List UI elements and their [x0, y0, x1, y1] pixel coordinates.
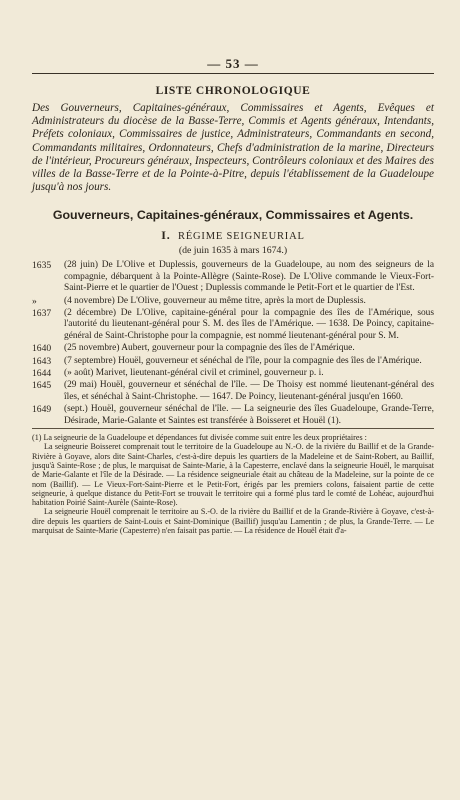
entry-year: 1645: [32, 380, 52, 392]
footnote-paragraph: La seigneurie Boisseret comprenait tout le territoire de la Guadeloupe au N.-O. de la rivière du Baillif et de la Grande-Rivière à Goyave, alors dite Saint-Charles, c'est-à-dire depuis les quartiers de la Madeleine et de Saint-Robert, au Baillif, jusqu'à Sainte-Rose ; de plus, le marquisat de Sainte-Marie, à la Capesterre, enclavé dans la seigneurie Houël, le marquisat de Marie-Galante et l'île de la Désirade. — La résidence seigneuriale était au château de la Madeleine, sur la pointe de ce nom (Baillif). — Le Vieux-Fort-Saint-Pierre et le Petit-Fort, érigés par les premiers colons, faisaient partie de cette seigneurie, à quelque distance du Petit-Fort se trouvait le territoire qui a formé plus tard le comté de Lohéac, aujourd'hui habitation Poirié Saint-Aurèle (Sainte-Rose).: [32, 442, 434, 508]
regime-dates: (de juin 1635 à mars 1674.): [178, 245, 288, 257]
entry-text: (» août) Marivet, lieutenant-général civil et criminel, gouverneur p. i.: [64, 368, 324, 379]
entry-text: (28 juin) De L'Olive et Duplessis, gouverneurs de la Guadeloupe, au nom des seigneurs de la compagnie, débarquent à la Pointe-Allègre (Sainte-Rose). De L'Olive commande le Vieux-Fort-Saint-Pierre et le quartier de l'Ouest ; Duplessis commande le Petit-Fort et le quartier de l'Est.: [64, 260, 434, 294]
entry-year: 1643: [32, 355, 52, 367]
chronology-entry: [32, 404, 434, 427]
entry-text: (4 novembre) De L'Olive, gouverneur au même titre, après la mort de Duplessis.: [64, 295, 366, 306]
footnote-paragraph: (1) La seigneurie de la Guadeloupe et dépendances fut divisée comme suit entre les deux propriétaires :: [32, 433, 367, 443]
entry-text: (7 septembre) Houël, gouverneur et sénéchal de l'île, pour la compagnie des îles de l'Amérique.: [64, 355, 422, 366]
entry-year: »: [32, 295, 37, 307]
entry-text: (25 novembre) Aubert, gouverneur pour la compagnie des îles de l'Amérique.: [64, 343, 355, 354]
chronology-entry: [32, 368, 434, 379]
entry-text: (2 décembre) De L'Olive, capitaine-général pour la compagnie des îles de l'Amérique, sous l'autorité du lieutenant-général pour S. M. des îles de l'Amérique. — 1638. De Poincy, capitaine-général de Saint-Christophe pour la compagnie, est nommé lieutenant-général pour S. M.: [64, 308, 434, 341]
section-heading: Gouverneurs, Capitaines-généraux, Commissaires et Agents.: [52, 208, 414, 223]
regime-title: [32, 228, 434, 243]
chronology-entry: [32, 356, 434, 367]
entry-year: 1637: [32, 308, 52, 320]
chronology-entry: [32, 343, 434, 354]
chronology-entry: [32, 380, 434, 403]
regime-label: RÉGIME SEIGNEURIAL: [178, 231, 305, 243]
entry-year: 1635: [32, 260, 52, 272]
intro-paragraph: Des Gouverneurs, Capitaines-généraux, Commissaires et Agents, Evêques et Administrateurs du diocèse de la Basse-Terre, Commis et Agents généraux, Intendants, Préfets coloniaux, Commissaires de justice, Administrateurs, Commandants en second, Commandants militaires, Ordonnateurs, Chefs d'administration de la marine, Directeurs de l'intérieur, Procureurs généraux, Inspecteurs, Contrôleurs coloniaux et des Maires des villes de la Basse-Terre et de la Pointe-à-Pitre, depuis l'établissement de la Guadeloupe jusqu'à nos jours.: [32, 102, 434, 194]
page-number: — 53 —: [207, 56, 259, 71]
footnote-rule: [32, 428, 434, 429]
chronology-entry: [32, 308, 434, 342]
entry-year: 1644: [32, 368, 52, 380]
chronology-entries: [32, 260, 434, 427]
entry-year: 1640: [32, 343, 52, 355]
entry-text: (29 mai) Houël, gouverneur et sénéchal de l'île. — De Thoisy est nommé lieutenant-général des îles, et sénéchal à Saint-Christophe. — 1647. De Poincy, lieutenant-général jusqu'en 1660.: [64, 380, 434, 402]
list-title: LISTE CHRONOLOGIQUE: [155, 85, 311, 97]
regime-number: I.: [161, 228, 171, 243]
header-rule: [32, 73, 434, 74]
entry-year: 1649: [32, 404, 52, 416]
chronology-entry: [32, 296, 434, 307]
chronology-entry: [32, 260, 434, 294]
entry-text: (sept.) Houël, gouverneur sénéchal de l'île. — La seigneurie des îles Guadeloupe, Grande-Terre, Désirade, Marie-Galante et Saintes est transférée à Boisseret et Houël (1).: [64, 404, 434, 426]
footnotes: [32, 433, 434, 535]
footnote-paragraph: La seigneurie Houël comprenait le territoire au S.-O. de la rivière du Baillif et de la Grande-Rivière à Goyave, c'est-à-dire depuis les quartiers de Saint-Louis et Saint-Dominique (Baillif) jusqu'au Lamentin ; de plus, la Grande-Terre. — Le marquisat de Sainte-Marie (Capesterre) n'en faisait pas partie. — La résidence de Houël était d'a-: [32, 507, 434, 536]
